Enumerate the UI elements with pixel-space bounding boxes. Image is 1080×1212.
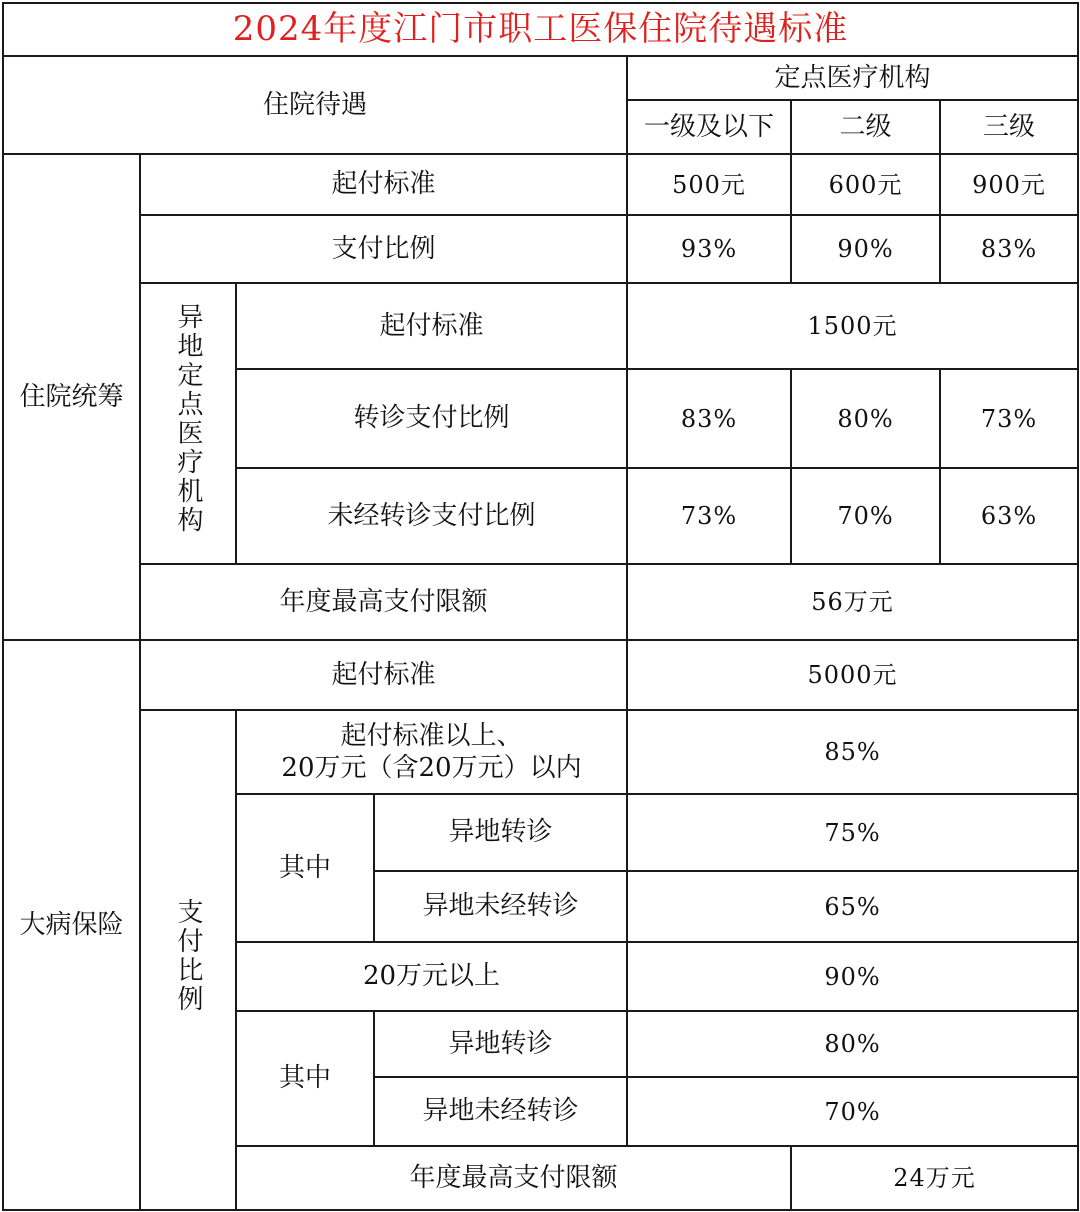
tier1-remote-referral-label: 异地转诊 — [374, 794, 627, 871]
remote-non-referral-level-1: 73% — [627, 468, 791, 564]
tier2-among-label: 其中 — [236, 1011, 374, 1146]
remote-non-referral-level-2: 70% — [791, 468, 940, 564]
pooling-ratio-level-2: 90% — [791, 215, 940, 283]
tier2-value: 90% — [627, 942, 1078, 1011]
tier2-remote-referral-value: 80% — [627, 1011, 1078, 1077]
institutions-header: 定点医疗机构 — [627, 56, 1078, 100]
tier1-remote-referral-value: 75% — [627, 794, 1078, 871]
critical-illness-label: 大病保险 — [3, 640, 140, 1210]
pooling-annual-limit-label: 年度最高支付限额 — [140, 564, 627, 640]
inpatient-pooling-label: 住院统筹 — [3, 154, 140, 640]
tier2-remote-referral-label: 异地转诊 — [374, 1011, 627, 1077]
tier1-remote-non-referral-label: 异地未经转诊 — [374, 871, 627, 942]
critical-ratio-cell — [140, 710, 236, 1210]
level-1-header: 一级及以下 — [627, 100, 791, 154]
pooling-deductible-label: 起付标准 — [140, 154, 627, 215]
benefit-standards-table — [2, 2, 1079, 1211]
tier1-remote-non-referral-value: 65% — [627, 871, 1078, 942]
level-2-header: 二级 — [791, 100, 940, 154]
remote-institutions-cell — [140, 283, 236, 564]
remote-non-referral-level-3: 63% — [940, 468, 1078, 564]
table-title: 2024年度江门市职工医保住院待遇标准 — [3, 3, 1078, 56]
remote-referral-level-2: 80% — [791, 369, 940, 468]
remote-referral-level-3: 73% — [940, 369, 1078, 468]
pooling-ratio-level-1: 93% — [627, 215, 791, 283]
remote-referral-level-1: 83% — [627, 369, 791, 468]
remote-deductible-label: 起付标准 — [236, 283, 627, 369]
critical-annual-limit-label: 年度最高支付限额 — [236, 1146, 791, 1210]
remote-non-referral-label: 未经转诊支付比例 — [236, 468, 627, 564]
critical-deductible-value: 5000元 — [627, 640, 1078, 710]
pooling-deductible-level-3: 900元 — [940, 154, 1078, 215]
critical-ratio-label: 支付比例 — [173, 897, 203, 1014]
benefit-header: 住院待遇 — [3, 56, 627, 154]
tier2-remote-non-referral-label: 异地未经转诊 — [374, 1077, 627, 1146]
pooling-deductible-level-1: 500元 — [627, 154, 791, 215]
remote-deductible-value: 1500元 — [627, 283, 1078, 369]
tier1-value: 85% — [627, 710, 1078, 794]
pooling-deductible-level-2: 600元 — [791, 154, 940, 215]
critical-deductible-label: 起付标准 — [140, 640, 627, 710]
critical-annual-limit-value: 24万元 — [791, 1146, 1078, 1210]
pooling-ratio-level-3: 83% — [940, 215, 1078, 283]
level-3-header: 三级 — [940, 100, 1078, 154]
pooling-ratio-label: 支付比例 — [140, 215, 627, 283]
tier1-among-label: 其中 — [236, 794, 374, 942]
pooling-annual-limit-value: 56万元 — [627, 564, 1078, 640]
tier1-label-line2: 20万元（含20万元）以内 — [281, 753, 582, 783]
tier2-label: 20万元以上 — [236, 942, 627, 1011]
remote-referral-label: 转诊支付比例 — [236, 369, 627, 468]
tier2-remote-non-referral-value: 70% — [627, 1077, 1078, 1146]
remote-institutions-label: 异地定点医疗机构 — [173, 303, 203, 536]
tier1-label-line1: 起付标准以上、 — [340, 720, 523, 751]
tier1-label — [236, 710, 627, 794]
